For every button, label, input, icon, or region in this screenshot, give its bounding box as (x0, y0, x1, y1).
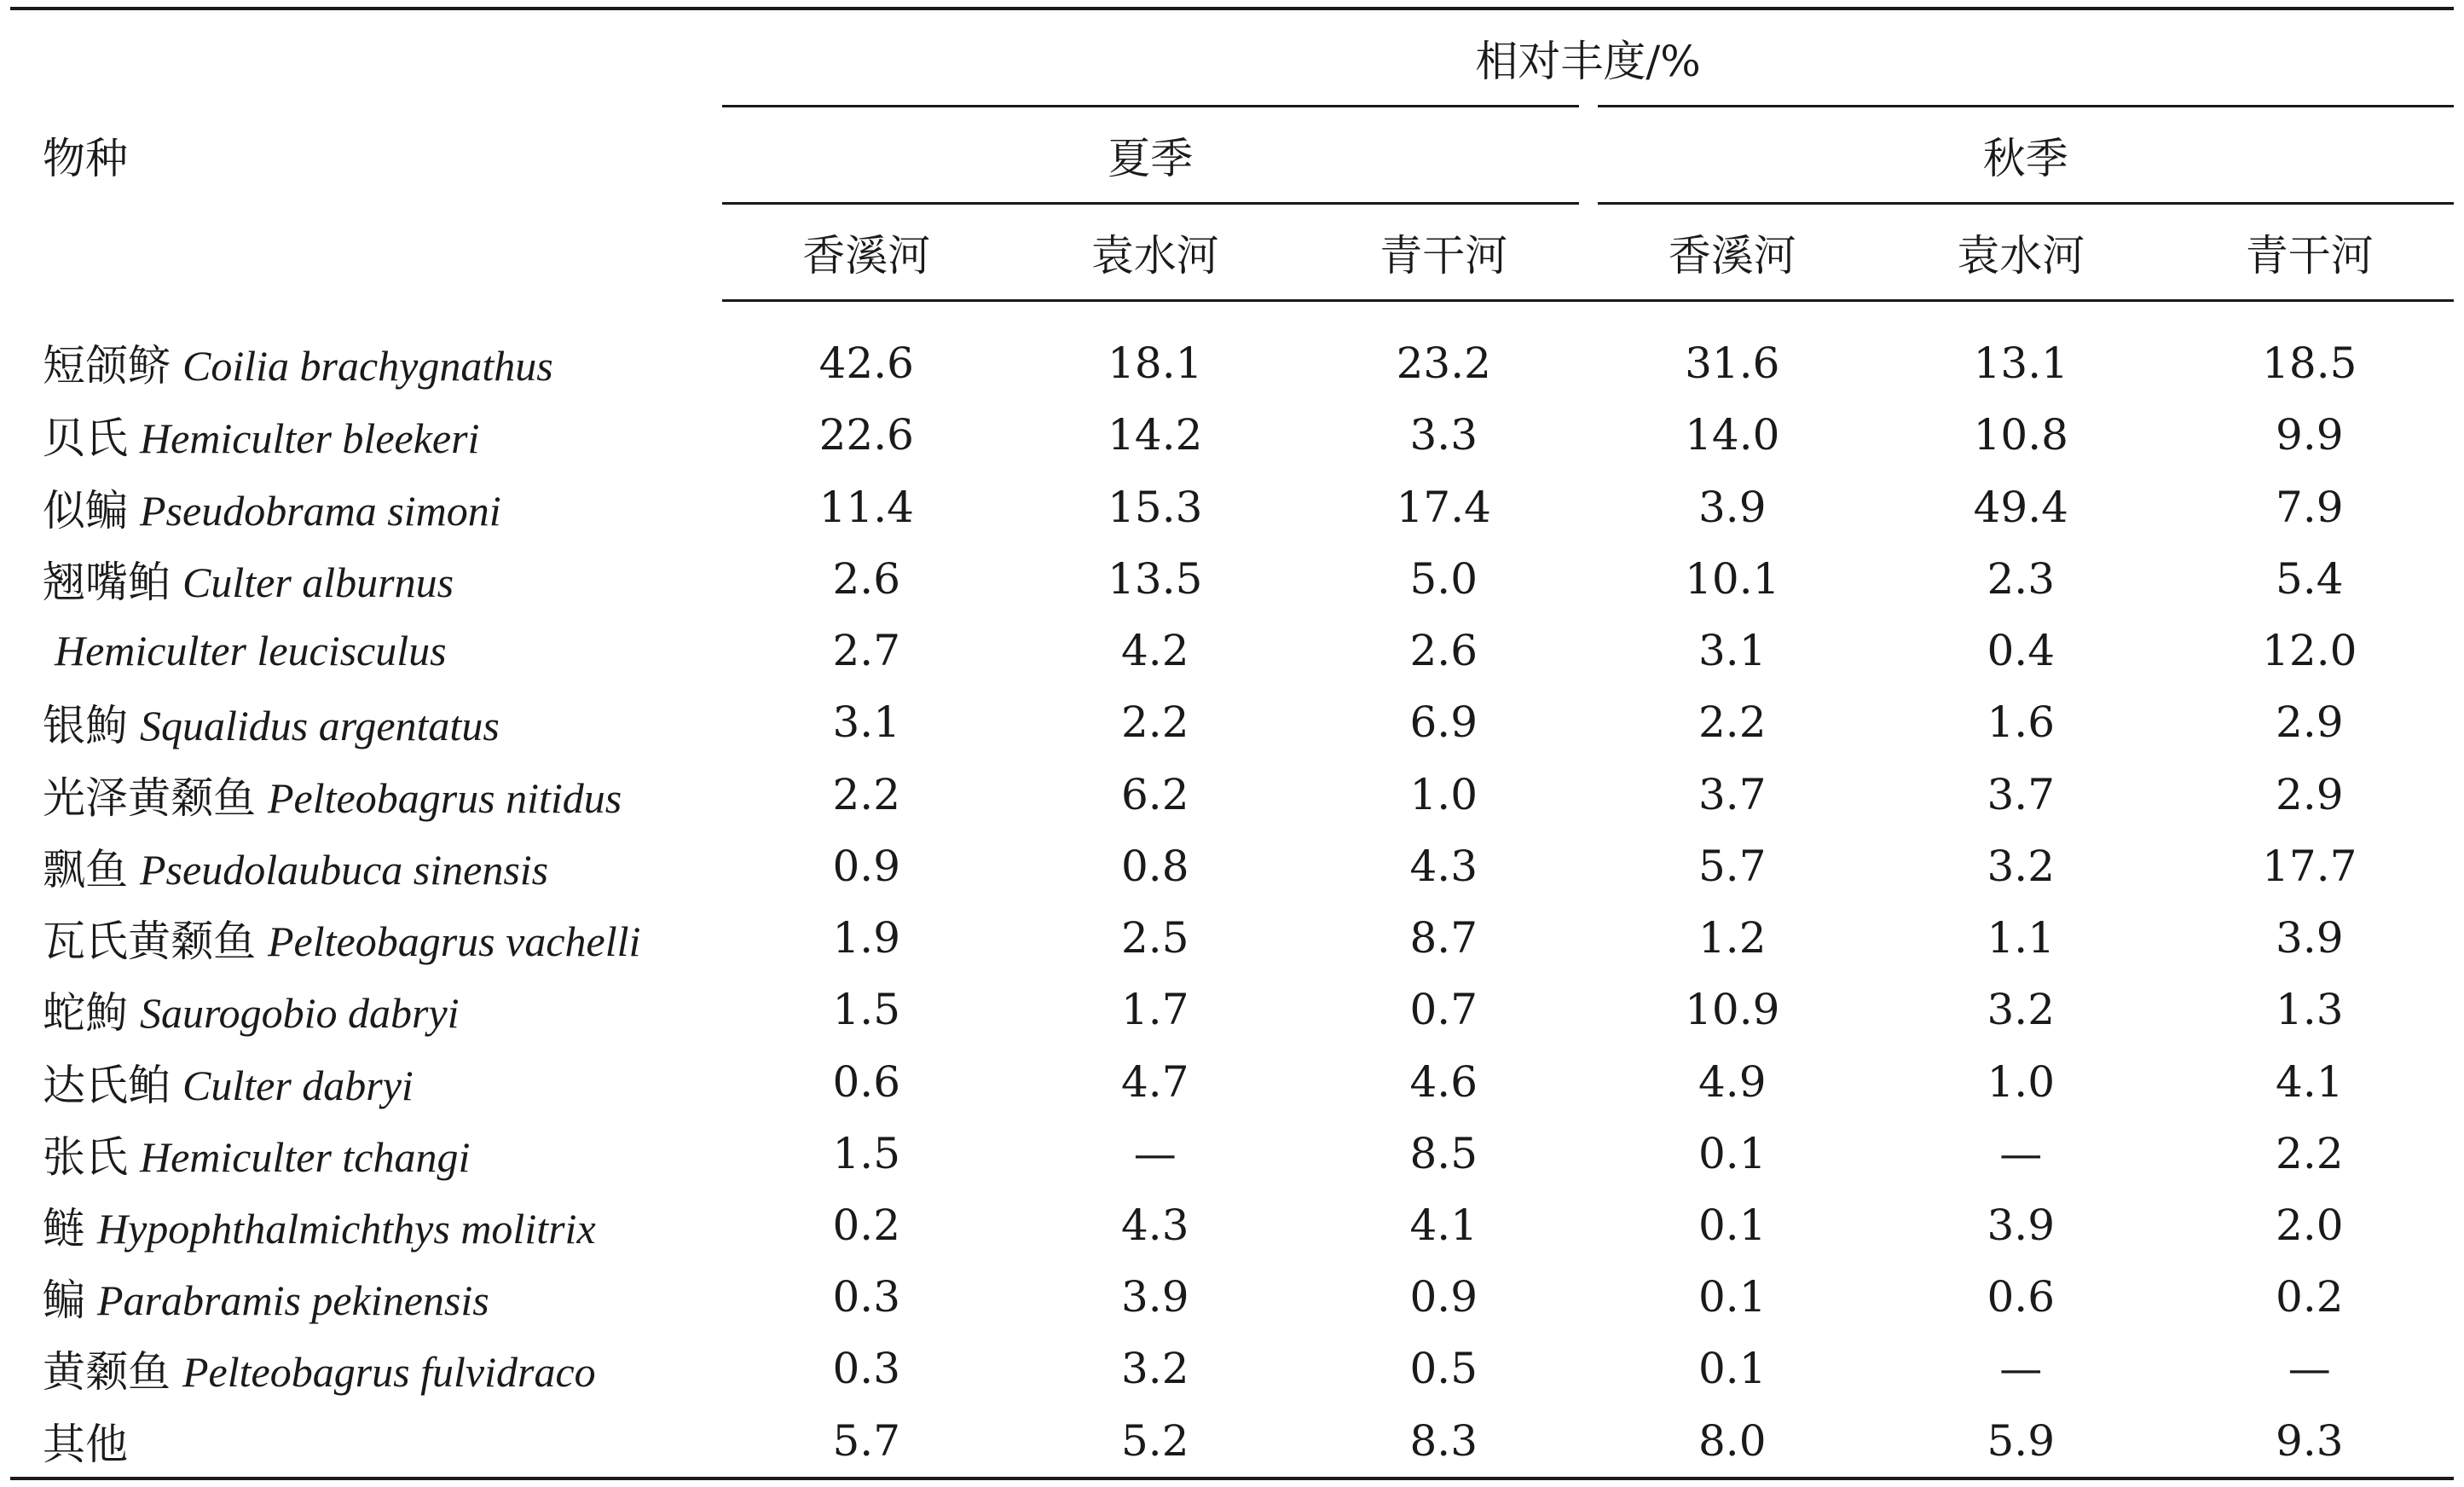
abundance-value-cell: 7.9 (2276, 482, 2344, 532)
abundance-value-cell: 11.4 (818, 482, 914, 532)
abundance-value-cell: 6.2 (1120, 769, 1189, 819)
abundance-value-cell: — (1999, 1344, 2043, 1394)
abundance-value-cell: 5.0 (1409, 553, 1478, 604)
abundance-value-cell: 1.2 (1698, 913, 1767, 963)
abundance-value-cell: 0.6 (1987, 1272, 2056, 1322)
abundance-value-cell: 8.7 (1409, 913, 1478, 963)
abundance-value-cell: — (2288, 1344, 2331, 1394)
abundance-value-cell: 0.7 (1409, 985, 1478, 1035)
abundance-value-cell: 1.3 (2276, 985, 2344, 1035)
abundance-value-cell: 1.0 (1409, 769, 1478, 819)
abundance-value-cell: 0.3 (832, 1272, 901, 1322)
species-name-cell (10, 301, 722, 400)
abundance-value-cell: 1.5 (832, 985, 901, 1035)
abundance-value-cell: 8.0 (1698, 1415, 1767, 1466)
season-header-autumn: 秋季 (1588, 107, 2455, 204)
abundance-value-cell: 4.3 (1409, 841, 1478, 891)
species-name-cell (10, 615, 722, 686)
table-row (10, 830, 2454, 902)
table-row (10, 615, 2454, 686)
abundance-value-cell: 3.2 (1987, 985, 2056, 1035)
abundance-value-cell: 5.7 (1698, 841, 1767, 891)
species-name-cell (10, 1118, 722, 1189)
abundance-value-cell: — (1999, 1128, 2043, 1178)
species-column-header: 物种 (43, 134, 128, 184)
table-row (10, 472, 2454, 543)
species-chinese-name: 蛇鮈 (43, 988, 128, 1039)
species-name-cell (10, 472, 722, 543)
species-name-cell (10, 1333, 722, 1404)
species-name-cell (10, 830, 722, 902)
species-chinese-name: 贝氏 (43, 414, 128, 464)
species-latin-name: Culter dabryi (182, 1061, 414, 1109)
species-name-cell (10, 902, 722, 974)
abundance-value-cell: 3.1 (1698, 626, 1767, 676)
abundance-value-cell: 8.5 (1409, 1128, 1478, 1178)
abundance-value-cell: 8.3 (1409, 1415, 1478, 1466)
site-header: 香溪河 (1588, 204, 1877, 301)
site-header: 香溪河 (722, 204, 1011, 301)
abundance-value-cell: 42.6 (818, 338, 914, 389)
abundance-value-cell: 0.1 (1698, 1272, 1767, 1322)
abundance-value-cell: 31.6 (1685, 338, 1780, 389)
abundance-value-cell: — (1133, 1128, 1177, 1178)
table-row (10, 1261, 2454, 1333)
abundance-value-cell: 3.1 (832, 697, 901, 748)
abundance-value-cell: 4.9 (1698, 1056, 1767, 1107)
species-latin-name: Hemiculter leucisculus (55, 627, 447, 675)
species-latin-name: Pelteobagrus nitidus (268, 773, 622, 822)
table-row (10, 399, 2454, 471)
species-chinese-name: 光泽黄颡鱼 (43, 772, 256, 823)
table-row (10, 301, 2454, 400)
abundance-value-cell: 4.3 (1120, 1201, 1189, 1251)
table-row (10, 902, 2454, 974)
species-latin-name: Saurogobio dabryi (140, 989, 460, 1038)
abundance-value-cell: 17.4 (1396, 482, 1491, 532)
species-latin-name: Parabramis pekinensis (97, 1276, 489, 1325)
table-row (10, 686, 2454, 758)
abundance-value-cell: 2.7 (832, 626, 901, 676)
abundance-value-cell: 3.7 (1987, 769, 2056, 819)
abundance-value-cell: 10.1 (1685, 553, 1780, 604)
species-chinese-name: 短颌鲚 (43, 341, 171, 391)
table-row (10, 1118, 2454, 1189)
abundance-value-cell: 1.7 (1120, 985, 1189, 1035)
abundance-value-cell: 3.9 (1987, 1201, 2056, 1251)
abundance-value-cell: 4.6 (1409, 1056, 1478, 1107)
abundance-value-cell: 3.7 (1698, 769, 1767, 819)
table-row (10, 759, 2454, 830)
abundance-value-cell: 0.5 (1409, 1344, 1478, 1394)
species-latin-name: Coilia brachygnathus (182, 342, 553, 391)
abundance-value-cell: 14.2 (1108, 410, 1203, 460)
abundance-value-cell: 3.9 (1120, 1272, 1189, 1322)
abundance-value-cell: 4.2 (1120, 626, 1189, 676)
abundance-value-cell: 10.8 (1973, 410, 2068, 460)
species-chinese-name: 银鮈 (43, 701, 128, 751)
abundance-value-cell: 2.9 (2276, 697, 2344, 748)
species-name-cell (10, 399, 722, 471)
abundance-value-cell: 2.2 (1120, 697, 1189, 748)
species-chinese-name: 鳊 (43, 1276, 85, 1326)
species-name-cell (10, 1189, 722, 1261)
table-row (10, 974, 2454, 1045)
site-header: 青干河 (1299, 204, 1588, 301)
abundance-value-cell: 2.2 (2276, 1128, 2344, 1178)
abundance-value-cell: 2.6 (832, 553, 901, 604)
species-latin-name: Pseudolaubuca sinensis (140, 845, 549, 894)
abundance-value-cell: 5.4 (2276, 553, 2344, 604)
abundance-value-cell: 1.6 (1987, 697, 2056, 748)
species-abundance-table (10, 7, 2454, 1480)
site-header: 袁水河 (1877, 204, 2166, 301)
species-chinese-name: 翘嘴鲌 (43, 557, 171, 607)
abundance-value-cell: 4.1 (1409, 1201, 1478, 1251)
species-chinese-name: 其他 (43, 1419, 128, 1469)
abundance-value-cell: 23.2 (1396, 338, 1491, 389)
species-chinese-name: 似鳊 (43, 485, 128, 535)
species-latin-name: Squalidus argentatus (140, 702, 500, 750)
abundance-value-cell: 17.7 (2262, 841, 2357, 891)
abundance-value-cell: 0.3 (832, 1344, 901, 1394)
abundance-value-cell: 6.9 (1409, 697, 1478, 748)
abundance-value-cell: 3.9 (1698, 482, 1767, 532)
abundance-value-cell: 3.3 (1409, 410, 1478, 460)
abundance-value-cell: 3.2 (1120, 1344, 1189, 1394)
species-name-cell (10, 974, 722, 1045)
abundance-value-cell: 1.9 (832, 913, 901, 963)
abundance-value-cell: 10.9 (1685, 985, 1780, 1035)
abundance-table-container (10, 7, 2454, 1480)
abundance-value-cell: 5.9 (1987, 1415, 2056, 1466)
table-row (10, 1189, 2454, 1261)
abundance-value-cell: 9.3 (2276, 1415, 2344, 1466)
abundance-value-cell: 4.7 (1120, 1056, 1189, 1107)
species-latin-name: Hemiculter bleekeri (140, 414, 480, 463)
species-name-cell (10, 759, 722, 830)
abundance-value-cell: 1.1 (1987, 913, 2056, 963)
species-chinese-name: 飘鱼 (43, 844, 128, 894)
abundance-value-cell: 12.0 (2262, 626, 2357, 676)
species-name-cell (10, 686, 722, 758)
abundance-value-cell: 2.2 (1698, 697, 1767, 748)
table-body (10, 301, 2454, 1479)
abundance-value-cell: 2.9 (2276, 769, 2344, 819)
species-name-cell (10, 1261, 722, 1333)
site-header: 袁水河 (1011, 204, 1300, 301)
header-row-abundance (10, 9, 2454, 107)
species-chinese-name: 瓦氏黄颡鱼 (43, 917, 256, 967)
abundance-value-cell: 0.9 (1409, 1272, 1478, 1322)
abundance-value-cell: 0.2 (2276, 1272, 2344, 1322)
abundance-value-cell: 0.6 (832, 1056, 901, 1107)
species-chinese-name: 鲢 (43, 1204, 85, 1254)
abundance-value-cell: 0.2 (832, 1201, 901, 1251)
abundance-value-cell: 2.6 (1409, 626, 1478, 676)
abundance-value-cell: 3.2 (1987, 841, 2056, 891)
abundance-value-cell: 18.1 (1108, 338, 1203, 389)
species-name-cell (10, 1045, 722, 1117)
abundance-value-cell: 1.0 (1987, 1056, 2056, 1107)
species-latin-name: Pelteobagrus vachelli (268, 917, 641, 966)
species-name-cell (10, 543, 722, 615)
abundance-value-cell: 13.5 (1108, 553, 1203, 604)
abundance-value-cell: 9.9 (2276, 410, 2344, 460)
abundance-value-cell: 0.1 (1698, 1128, 1767, 1178)
abundance-value-cell: 13.1 (1973, 338, 2068, 389)
species-chinese-name: 达氏鲌 (43, 1060, 171, 1110)
abundance-value-cell: 2.2 (832, 769, 901, 819)
abundance-value-cell: 2.5 (1120, 913, 1189, 963)
abundance-value-cell: 49.4 (1973, 482, 2068, 532)
abundance-value-cell: 0.9 (832, 841, 901, 891)
abundance-value-cell: 0.8 (1120, 841, 1189, 891)
abundance-value-cell: 15.3 (1108, 482, 1203, 532)
species-latin-name: Pseudobrama simoni (140, 486, 501, 535)
species-latin-name: Hypophthalmichthys molitrix (97, 1205, 596, 1253)
abundance-value-cell: 14.0 (1685, 410, 1780, 460)
table-row (10, 543, 2454, 615)
abundance-value-cell: 18.5 (2262, 338, 2357, 389)
species-chinese-name: 张氏 (43, 1131, 128, 1182)
abundance-value-cell: 22.6 (818, 410, 914, 460)
abundance-value-cell: 3.9 (2276, 913, 2344, 963)
table-row (10, 1405, 2454, 1478)
season-header-summer: 夏季 (722, 107, 1588, 204)
species-latin-name: Culter alburnus (182, 558, 454, 606)
abundance-value-cell: 1.5 (832, 1128, 901, 1178)
site-header: 青干河 (2166, 204, 2455, 301)
relative-abundance-header: 相对丰度/% (722, 9, 2454, 107)
species-latin-name: Pelteobagrus fulvidraco (182, 1348, 596, 1397)
abundance-value-cell: 2.3 (1987, 553, 2056, 604)
abundance-value-cell: 2.0 (2276, 1201, 2344, 1251)
species-chinese-name: 黄颡鱼 (43, 1347, 171, 1397)
table-row (10, 1333, 2454, 1404)
abundance-value-cell: 4.1 (2276, 1056, 2344, 1107)
abundance-value-cell: 5.2 (1120, 1415, 1189, 1466)
species-name-cell (10, 1405, 722, 1478)
abundance-value-cell: 5.7 (832, 1415, 901, 1466)
abundance-value-cell: 0.4 (1987, 626, 2056, 676)
abundance-value-cell: 0.1 (1698, 1201, 1767, 1251)
table-row (10, 1045, 2454, 1117)
abundance-value-cell: 0.1 (1698, 1344, 1767, 1394)
species-latin-name: Hemiculter tchangi (140, 1132, 471, 1181)
